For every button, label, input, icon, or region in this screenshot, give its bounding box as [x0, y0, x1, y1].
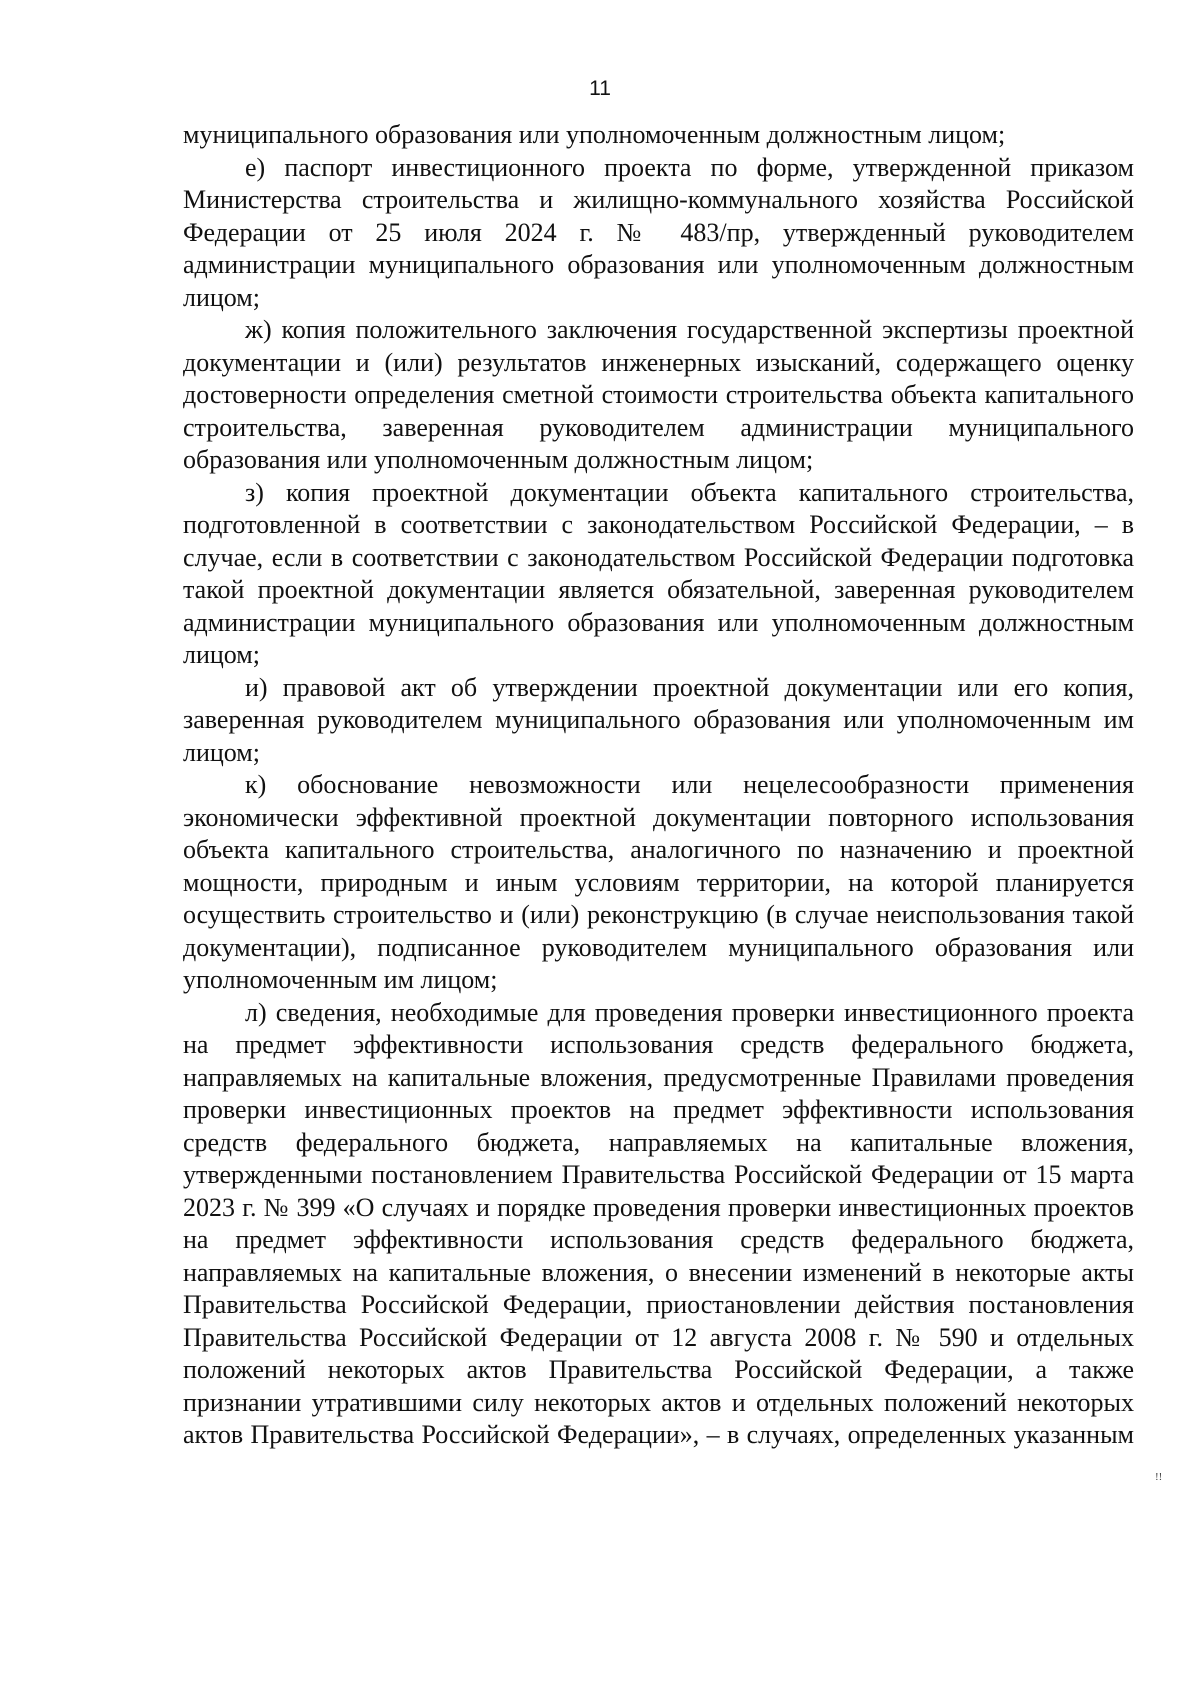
paragraph-item-zh: ж) копия положительного заключения государственной экспертизы проектной документации и (или) результатов инженерных изысканий, содержащего оценку достоверности определения сметной стоимости строительства объекта капитального строительства, заверенная руководителем администрации муниципального образования или уполномоченным должностным лицом; — [183, 315, 1134, 474]
page-number: 11 — [589, 77, 611, 100]
margin-mark: !! — [1155, 1471, 1163, 1483]
paragraph-item-z: з) копия проектной документации объекта капитального строительства, подготовленной в соответствии с законодательством Российской Федерации, – в случае, если в соответствии с законодательством Российской Федерации подготовка такой проектной документации является обязательной, заверенная руководителем администрации муниципального образования или уполномоченным должностным лицом; — [183, 477, 1134, 669]
paragraph-item-e: е) паспорт инвестиционного проекта по форме, утвержденной приказом Министерства строительства и жилищно-коммунального хозяйства Российской Федерации от 25 июля 2024 г. № 483/пр, утвержденный руководителем администрации муниципального образования или уполномоченным должностным лицом; — [183, 152, 1134, 312]
paragraph-item-l: л) сведения, необходимые для проведения проверки инвестиционного проекта на предмет эффективности использования средств федерального бюджета, направляемых на капитальные вложения, предусмотренные Правилами проведения проверки инвестиционных проектов на предмет эффективности использования средств федерального бюджета, направляемых на капитальные вложения, утвержденными постановлением Правительства Российской Федерации от 15 марта 2023 г. № 399 «О случаях и порядке проведения проверки инвестиционных проектов на предмет эффективности использования средств федерального бюджета, направляемых на капитальные вложения, о внесении изменений в некоторые акты Правительства Российской Федерации, приостановлении действия постановления Правительства Российской Федерации от 12 августа 2008 г. № 590 и отдельных положений некоторых актов Правительства Российской Федерации, а также признании утратившими силу некоторых актов и отдельных положений некоторых актов Правительства Российской Федерации», – в случаях, определенных указанным — [183, 997, 1134, 1449]
paragraph-continuation: муниципального образования или уполномоченным должностным лицом; — [183, 120, 1006, 149]
paragraph-item-k: к) обоснование невозможности или нецелесообразности применения экономически эффективной проектной документации повторного использования объекта капитального строительства, аналогичного по назначению и проектной мощности, природным и иным условиям территории, на которой планируется осуществить строительство и (или) реконструкцию (в случае неиспользования такой документации), подписанное руководителем муниципального образования или уполномоченным им лицом; — [183, 770, 1134, 994]
document-body — [183, 119, 1134, 1452]
paragraph-item-i: и) правовой акт об утверждении проектной документации или его копия, заверенная руководителем муниципального образования или уполномоченным им лицом; — [183, 672, 1134, 767]
